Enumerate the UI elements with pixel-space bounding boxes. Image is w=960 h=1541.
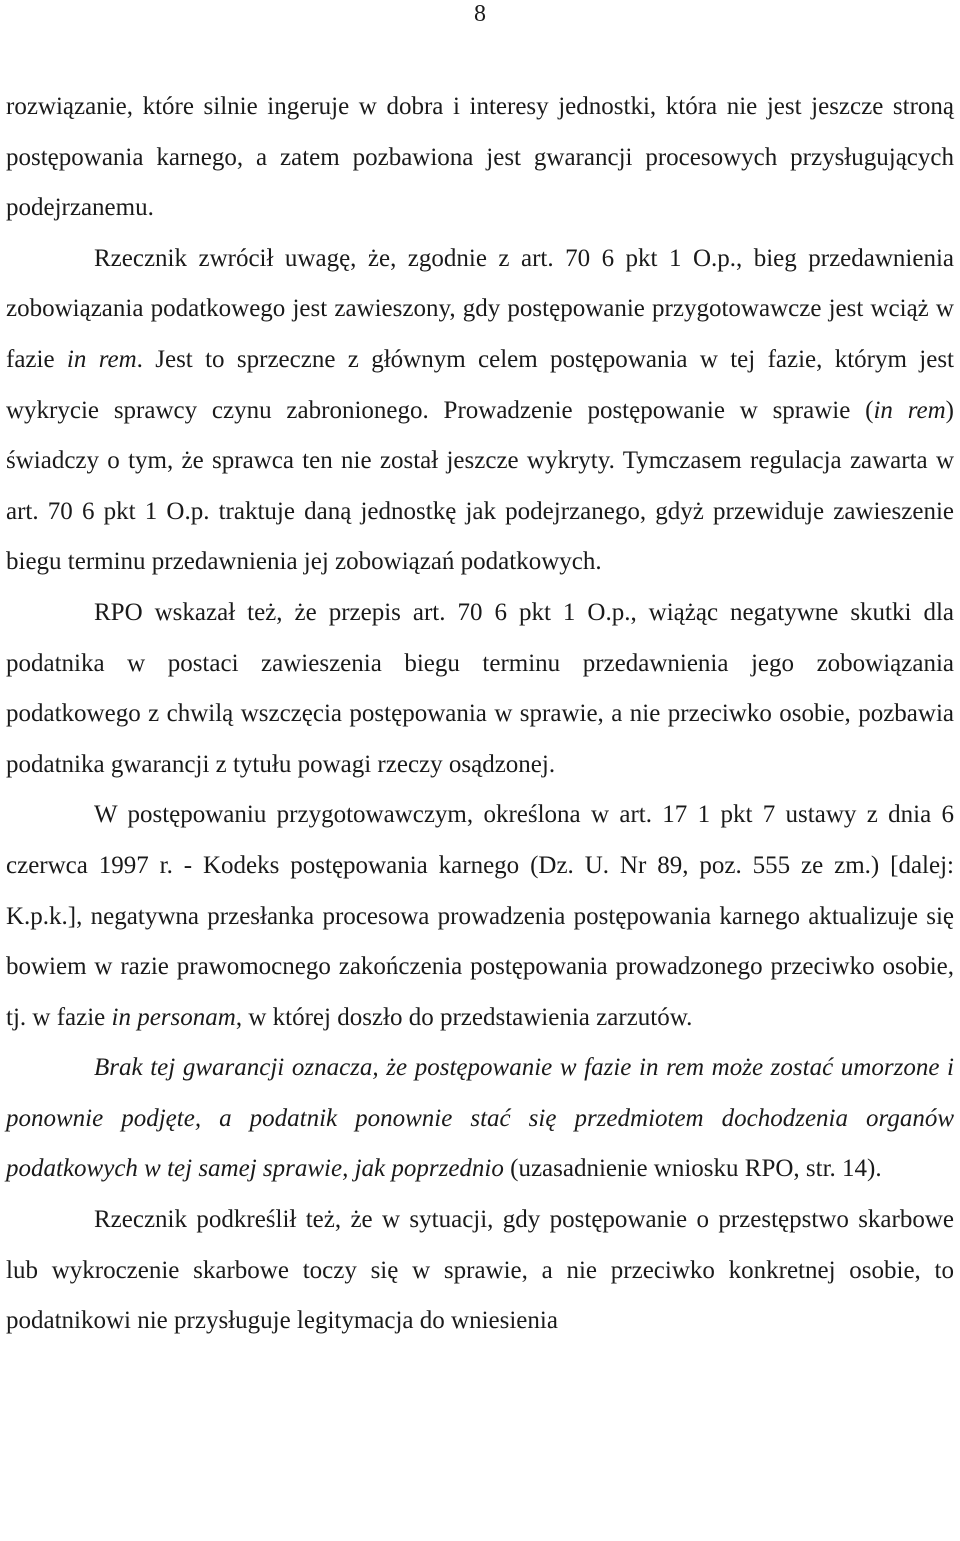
paragraph-text: (uzasadnienie wniosku RPO, str. 14). (503, 1155, 882, 1183)
paragraph (6, 82, 954, 234)
italic-text: in rem (66, 345, 137, 373)
paragraph-text: Rzecznik zwrócił uwagę, że, zgodnie z art. 70 6 pkt 1 O.p., bieg przedawnienia zobowiązania podatkowego jest zawieszony, gdy postępowanie przygotowawcze jest wciąż w fazie (6, 244, 954, 373)
page-number: 8 (474, 1, 486, 27)
paragraph-text: . Jest to sprzeczne z głównym celem postępowania w tej fazie, którym jest wykrycie sprawcy czynu zabronionego. Prowadzenie postępowanie w sprawie ( (6, 345, 954, 424)
document-body (6, 82, 954, 1347)
paragraph-text: ) świadczy o tym, że sprawca ten nie został jeszcze wykryty. Tymczasem regulacja zawarta w art. 70 6 pkt 1 O.p. traktuje daną jednostkę jak podejrzanego, gdyż przewiduje zawieszenie biegu terminu przedawnienia jej zobowiązań podatkowych. (6, 396, 954, 576)
paragraph-text: W postępowaniu przygotowawczym, określona w art. 17 1 pkt 7 ustawy z dnia 6 czerwca 1997 r. - Kodeks postępowania karnego (Dz. U. Nr 89, poz. 555 ze zm.) [dalej: K.p.k.], negatywna przesłanka procesowa prowadzenia postępowania karnego aktualizuje się bowiem w razie prawomocnego zakończenia postępowania prowadzonego przeciwko osobie, tj. w fazie (6, 801, 954, 1031)
paragraph (6, 790, 954, 1043)
italic-text: in personam (111, 1003, 236, 1031)
paragraph (6, 1043, 954, 1195)
paragraph-text: , w której doszło do przedstawienia zarzutów. (235, 1003, 693, 1031)
italic-text: Brak tej gwarancji oznacza, że postępowanie w fazie in rem może zostać umorzone i ponownie podjęte, a podatnik ponownie stać się przedmiotem dochodzenia organów podatkowych w tej samej sprawie, jak poprzednio (6, 1054, 954, 1183)
paragraph (6, 1195, 954, 1347)
paragraph-text: rozwiązanie, które silnie ingeruje w dobra i interesy jednostki, która nie jest jeszcze stroną postępowania karnego, a zatem pozbawiona jest gwarancji procesowych przysługujących podejrzanemu. (6, 93, 954, 222)
paragraph-text: Rzecznik podkreślił też, że w sytuacji, gdy postępowanie o przestępstwo skarbowe lub wykroczenie skarbowe toczy się w sprawie, a nie przeciwko konkretnej osobie, to podatnikowi nie przysługuje legitymacja do wniesienia (6, 1206, 954, 1335)
paragraph (6, 234, 954, 588)
paragraph-text: RPO wskazał też, że przepis art. 70 6 pkt 1 O.p., wiążąc negatywne skutki dla podatnika w postaci zawieszenia biegu terminu przedawnienia jego zobowiązania podatkowego z chwilą wszczęcia postępowania w sprawie, a nie przeciwko osobie, pozbawia podatnika gwarancji z tytułu powagi rzeczy osądzonej. (6, 598, 954, 778)
italic-text: in rem (873, 396, 946, 424)
paragraph (6, 588, 954, 790)
